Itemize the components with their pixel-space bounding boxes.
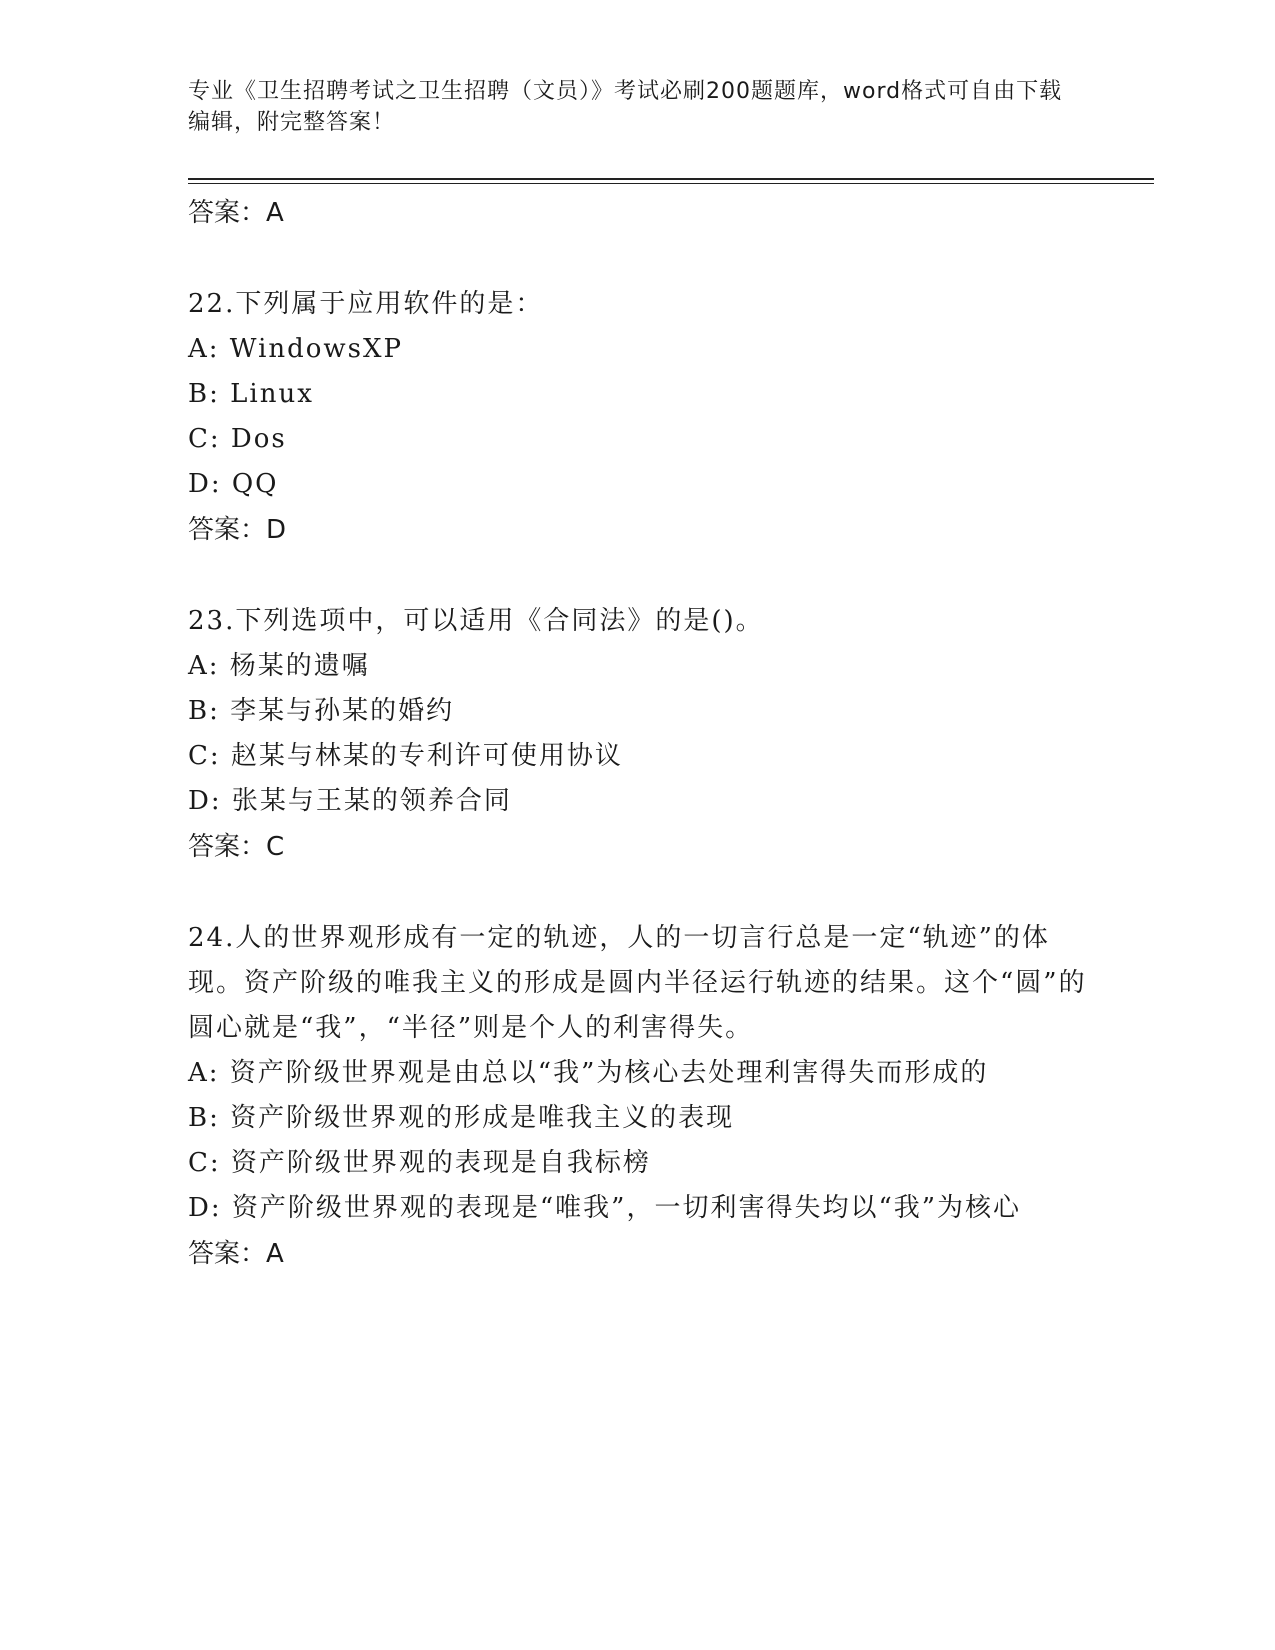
question-23: [188, 599, 1088, 870]
option-a: A: 资产阶级世界观是由总以“我”为核心去处理利害得失而形成的: [188, 1058, 989, 1088]
option-c: C: Dos: [188, 424, 287, 454]
answer-line: 答案：A: [188, 198, 284, 228]
option-b: B: Linux: [188, 379, 314, 409]
document-header: 专业《卫生招聘考试之卫生招聘（文员）》考试必刷200题题库，word格式可自由下载编辑，附完整答案！: [188, 79, 1063, 135]
option-a: A: 杨某的遗嘱: [188, 651, 370, 681]
option-d: D: QQ: [188, 469, 279, 499]
option-a: A: WindowsXP: [188, 334, 404, 364]
answer-line: 答案：A: [188, 1239, 284, 1269]
question-stem: 22.下列属于应用软件的是：: [188, 289, 544, 319]
header-rule-thin: [188, 183, 1154, 184]
question-stem: 23.下列选项中，可以适用《合同法》的是()。: [188, 606, 764, 636]
option-c: C: 资产阶级世界观的表现是自我标榜: [188, 1148, 651, 1178]
question-24: [188, 916, 1088, 1277]
option-b: B: 资产阶级世界观的形成是唯我主义的表现: [188, 1103, 735, 1133]
question-22: [188, 282, 1088, 553]
option-d: D: 张某与王某的领养合同: [188, 786, 512, 816]
question-stem: 24.人的世界观形成有一定的轨迹，人的一切言行总是一定“轨迹”的体现。资产阶级的唯我主义的形成是圆内半径运行轨迹的结果。这个“圆”的圆心就是“我”，“半径”则是个人的利害得失。: [188, 923, 1087, 1043]
header-rule: [188, 178, 1154, 180]
option-d: D: 资产阶级世界观的表现是“唯我”，一切利害得失均以“我”为核心: [188, 1193, 1022, 1223]
answer-line: 答案：D: [188, 515, 287, 545]
option-c: C: 赵某与林某的专利许可使用协议: [188, 741, 623, 771]
answer-line: 答案：C: [188, 832, 285, 862]
option-b: B: 李某与孙某的婚约: [188, 696, 455, 726]
question-list: [188, 190, 1088, 1277]
